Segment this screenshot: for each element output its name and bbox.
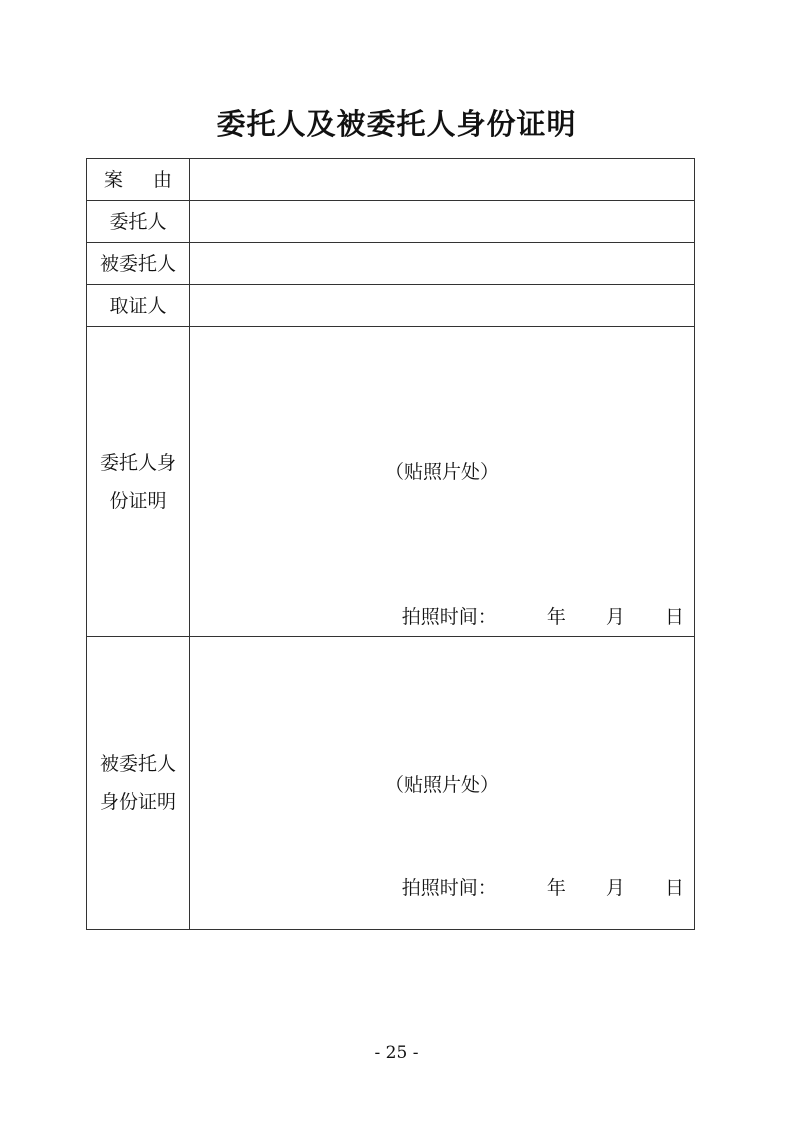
agent-id-label-line-1: 被委托人 [99, 753, 176, 775]
principal-date-day: 日 [664, 606, 684, 628]
agent-photo-area[interactable] [190, 637, 695, 930]
agent-date-month: 月 [605, 877, 625, 899]
case-label: 案由 [103, 168, 202, 191]
document-title: 委托人及被委托人身份证明 [216, 107, 577, 141]
principal-id-label-line-1: 委托人身 [99, 451, 176, 474]
principal-date-year: 年 [546, 606, 566, 628]
principal-photo-area[interactable] [190, 327, 695, 637]
agent-date-year: 年 [546, 877, 566, 899]
case-label-cell [87, 159, 202, 201]
agent-photo-date [402, 873, 684, 900]
agent-id-label [87, 637, 190, 930]
principal-photo-date [402, 602, 684, 629]
principal-label: 委托人 [87, 201, 190, 243]
identity-form-table [86, 158, 695, 930]
principal-date-month: 月 [605, 606, 625, 628]
agent-photo-placeholder: （贴照片处） [384, 774, 499, 796]
principal-value-field[interactable] [190, 201, 695, 243]
agent-label: 被委托人 [87, 243, 190, 285]
agent-value-field[interactable] [190, 243, 695, 285]
case-value-field[interactable] [190, 159, 695, 201]
principal-date-label: 拍照时间： [401, 606, 497, 628]
agent-date-label: 拍照时间： [401, 877, 497, 899]
principal-id-label [87, 327, 190, 637]
form-row-principal [87, 201, 695, 243]
agent-id-label-line-2: 身份证明 [99, 791, 176, 813]
form-row-principal-id-photo [87, 327, 695, 637]
page-number: - 25 - [374, 1043, 419, 1063]
form-row-agent-id-photo [87, 637, 695, 930]
form-row-case [87, 159, 695, 201]
agent-date-day: 日 [664, 877, 684, 899]
form-row-evidence-collector [87, 285, 695, 327]
evidence-collector-value-field[interactable] [190, 285, 695, 327]
evidence-collector-label: 取证人 [87, 285, 190, 327]
principal-photo-placeholder: （贴照片处） [384, 461, 499, 483]
principal-id-label-line-2: 份证明 [109, 489, 167, 512]
form-row-agent [87, 243, 695, 285]
